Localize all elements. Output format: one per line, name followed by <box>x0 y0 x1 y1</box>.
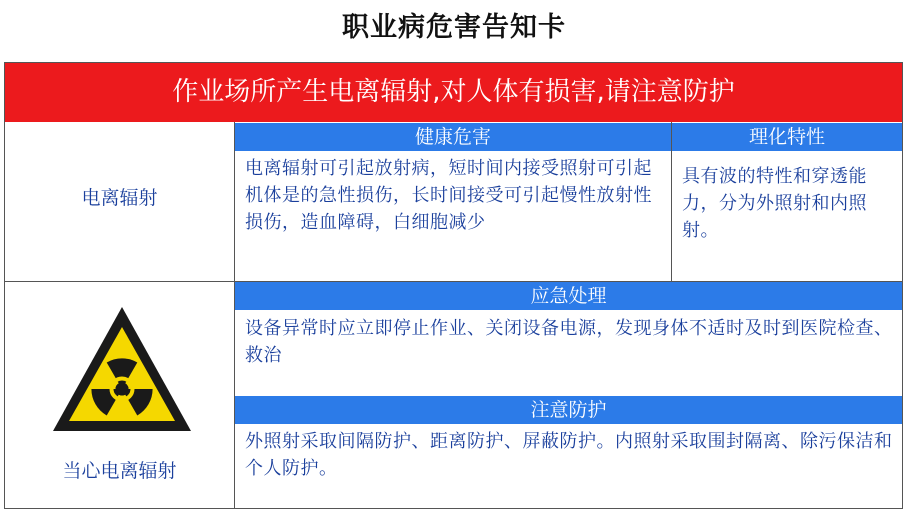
protection-text: 外照射采取间隔防护、距离防护、屏蔽防护。内照射采取围封隔离、除污保洁和个人防护。 <box>245 431 893 479</box>
health-hazard-header: 健康危害 <box>235 123 671 151</box>
divider <box>234 122 235 509</box>
properties-header: 理化特性 <box>672 123 902 151</box>
notice-card <box>4 62 903 509</box>
health-hazard-text: 电离辐射可引起放射病，短时间内接受照射可引起机体是的急性损伤，长时间接受可引起慢性放射性损伤，造血障碍，白细胞减少 <box>245 158 652 233</box>
hazard-name: 电离辐射 <box>81 187 158 209</box>
warning-banner: 作业场所产生电离辐射,对人体有损害,请注意防护 <box>5 63 902 122</box>
emergency-header: 应急处理 <box>235 282 902 310</box>
warning-label: 当心电离辐射 <box>62 460 177 482</box>
properties-text: 具有波的特性和穿透能力，分为外照射和内照射。 <box>682 166 867 241</box>
protection-header: 注意防护 <box>235 396 902 424</box>
card-title: 职业病危害告知卡 <box>342 12 566 43</box>
radiation-warning-icon <box>49 303 195 435</box>
emergency-text: 设备异常时应立即停止作业、关闭设备电源，发现身体不适时及时到医院检查、救治 <box>245 318 893 366</box>
